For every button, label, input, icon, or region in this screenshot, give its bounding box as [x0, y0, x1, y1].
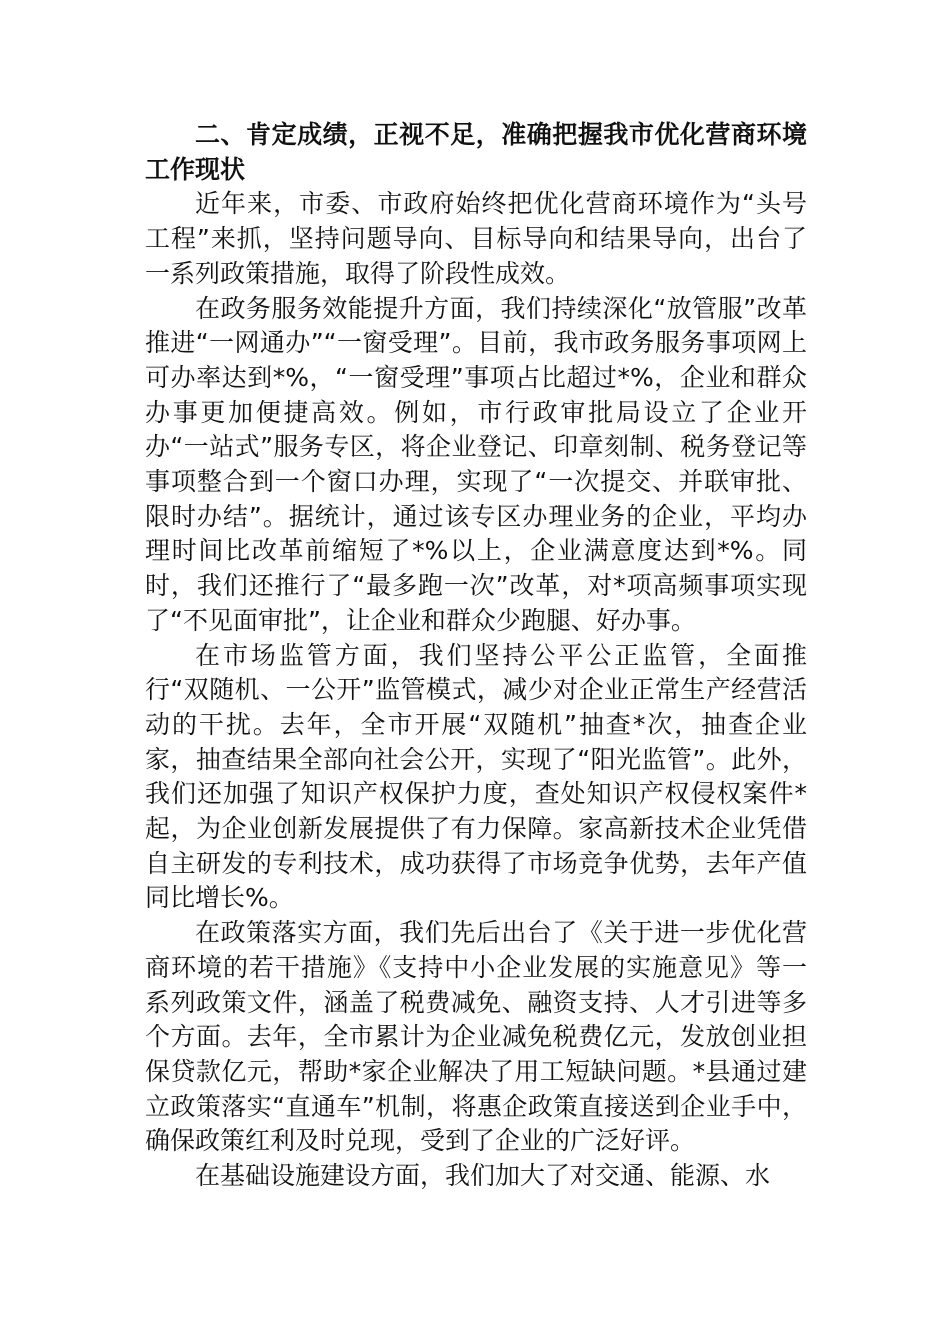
paragraph-infrastructure: 在基础设施建设方面，我们加大了对交通、能源、水: [195, 1161, 771, 1191]
document-body: [145, 118, 807, 1194]
paragraph-intro: 近年来，市委、市政府始终把优化营商环境作为“头号工程”来抓，坚持问题导向、目标导向和结果导向，出台了一系列政策措施，取得了阶段性成效。: [145, 189, 807, 288]
paragraph-market-supervision: 在市场监管方面，我们坚持公平公正监管，全面推行“双随机、一公开”监管模式，减少对企业正常生产经营活动的干扰。去年，全市开展“双随机”抽查*次，抽查企业家，抽查结果全部向社会公开，实现了“阳光监管”。此外，我们还加强了知识产权保护力度，查处知识产权侵权案件*起，为企业创新发展提供了有力保障。家高新技术企业凭借自主研发的专利技术，成功获得了市场竞争优势，去年产值同比增长%。: [145, 640, 807, 913]
paragraph-policy-implementation: 在政策落实方面，我们先后出台了《关于进一步优化营商环境的若干措施》《支持中小企业发展的实施意见》等一系列政策文件，涵盖了税费减免、融资支持、人才引进等多个方面。去年，全市累计为企业减免税费亿元，发放创业担保贷款亿元，帮助*家企业解决了用工短缺问题。*县通过建立政策落实“直通车”机制，将惠企政策直接送到企业手中，确保政策红利及时兑现，受到了企业的广泛好评。: [145, 918, 807, 1156]
paragraph-government-services: 在政务服务效能提升方面，我们持续深化“放管服”改革推进“一网通办”“一窗受理”。目前，我市政务服务事项网上可办率达到*%，“一窗受理”事项占比超过*%，企业和群众办事更加便捷高效。例如，市行政审批局设立了企业开办“一站式”服务专区，将企业登记、印章刻制、税务登记等事项整合到一个窗口办理，实现了“一次提交、并联审批、限时办结”。据统计，通过该专区办理业务的企业，平均办理时间比改革前缩短了*%以上，企业满意度达到*%。同时，我们还推行了“最多跑一次”改革，对*项高频事项实现了“不见面审批”，让企业和群众少跑腿、好办事。: [145, 293, 807, 635]
section-heading: 二、肯定成绩，正视不足，准确把握我市优化营商环境工作现状: [145, 120, 807, 184]
